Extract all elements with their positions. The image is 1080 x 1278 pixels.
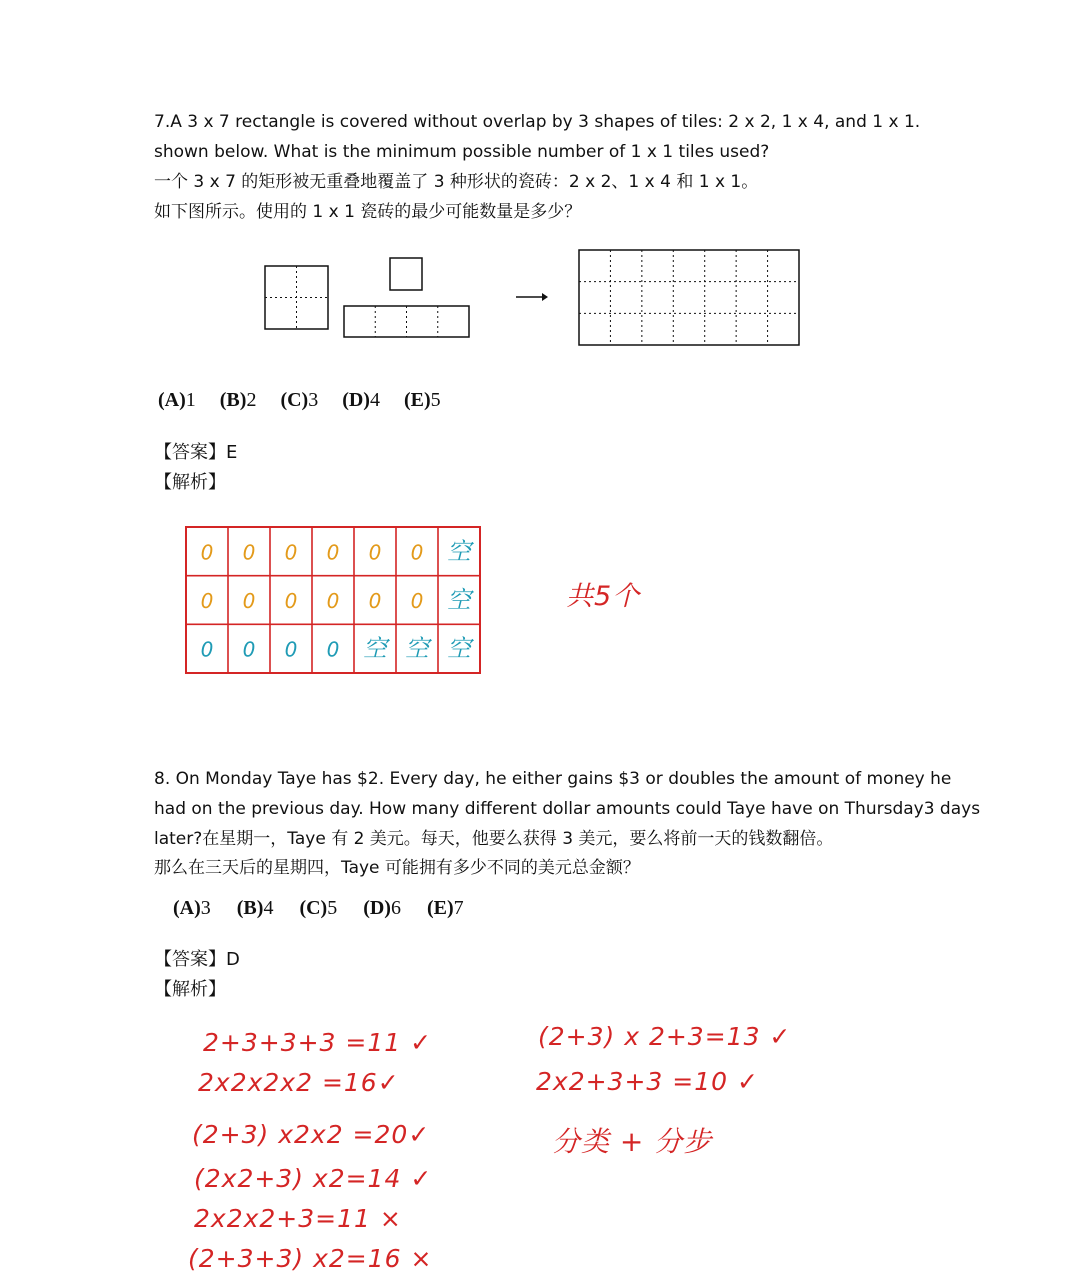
grid-cell-mark: 空 <box>405 634 429 663</box>
grid-cell-mark: 空 <box>447 586 471 614</box>
grid-cell-mark: 空 <box>447 537 471 566</box>
q8-work-left-4: (2x2+3) x2=14 ✓ <box>194 1164 433 1193</box>
choice-letter: (D) <box>342 389 370 411</box>
choice-value: 7 <box>453 897 464 919</box>
q8-text-line-4: 那么在三天后的星期四，Taye 可能拥有多少不同的美元总金额？ <box>154 858 640 878</box>
tile-2x2 <box>265 266 328 329</box>
choice-letter: (E) <box>403 389 431 411</box>
tile-1x1 <box>390 258 422 290</box>
q7-chinese-line-2: 如下图所示。使用的 1 x 1 瓷砖的最少可能数量是多少？ <box>154 202 582 222</box>
choice-value: 4 <box>369 389 380 411</box>
q7-handwritten-note: 共5个 <box>566 581 641 612</box>
grid-cell-mark: 0 <box>410 589 424 613</box>
grid-cell-mark: 0 <box>242 637 256 662</box>
q7-choice-a <box>158 389 196 412</box>
choice-letter: (D) <box>363 897 391 919</box>
choice-letter: (B) <box>236 897 264 919</box>
grid-cell-mark: 空 <box>363 634 387 663</box>
q7-choice-b <box>220 389 257 412</box>
choice-letter: (A) <box>158 389 186 411</box>
tile-1x4 <box>344 306 469 337</box>
grid-cell-mark: 0 <box>200 540 214 565</box>
q8-text-line-2: had on the previous day. How many different dollar amounts could Taye have on Thursday3 days <box>154 799 981 819</box>
q8-choice-b <box>237 897 274 920</box>
q7-solution-grid <box>185 526 481 674</box>
arrow-right-icon <box>516 293 548 301</box>
grid-cell-mark: 0 <box>368 540 382 565</box>
grid-cell-mark: 0 <box>200 637 214 662</box>
choice-value: 4 <box>263 897 274 919</box>
q7-english-line-2: shown below. What is the minimum possible number of 1 x 1 tiles used? <box>154 142 770 162</box>
q8-text-line-1: 8. On Monday Taye has $2. Every day, he either gains $3 or doubles the amount of money he <box>154 769 952 789</box>
q7-choice-c <box>280 389 318 412</box>
choice-value: 5 <box>430 389 441 411</box>
choice-letter: (C) <box>280 389 309 411</box>
q7-answer-choices <box>158 389 465 412</box>
grid-cell-mark: 0 <box>326 589 340 613</box>
q8-work-left-5: 2x2x2+3=11 × <box>194 1204 402 1233</box>
q8-work-left-3: (2+3) x2x2 =20✓ <box>192 1120 431 1149</box>
q7-english-line-1: 7.A 3 x 7 rectangle is covered without overlap by 3 shapes of tiles: 2 x 2, 1 x 4, and 1 x 1. <box>154 112 921 132</box>
q8-analysis-label: 【解析】 <box>154 979 226 1000</box>
q8-work-right-2: 2x2+3+3 =10 ✓ <box>536 1067 759 1096</box>
q7-analysis-label: 【解析】 <box>154 472 226 493</box>
grid-cell-mark: 0 <box>410 540 424 565</box>
choice-letter: (A) <box>173 897 201 919</box>
grid-cell-mark: 0 <box>326 540 340 565</box>
choice-value: 5 <box>327 897 338 919</box>
grid-cell-mark: 空 <box>447 634 471 663</box>
q8-choice-c <box>299 897 337 920</box>
q8-work-right-1: (2+3) x 2+3=13 ✓ <box>538 1022 792 1051</box>
q8-choice-d <box>363 897 401 920</box>
grid-cell-mark: 0 <box>368 589 382 613</box>
q7-choice-d <box>342 389 380 412</box>
q8-answer-label: 【答案】D <box>154 949 240 970</box>
choice-value: 2 <box>246 389 257 411</box>
q8-work-left-1: 2+3+3+3 =11 ✓ <box>203 1028 433 1057</box>
grid-cell-mark: 0 <box>242 540 256 565</box>
q7-chinese-line-1: 一个 3 x 7 的矩形被无重叠地覆盖了 3 种形状的瓷砖：2 x 2、1 x 4 和 1 x 1。 <box>154 172 759 192</box>
grid-cell-mark: 0 <box>200 589 214 613</box>
choice-value: 3 <box>308 389 319 411</box>
grid-cell-mark: 0 <box>284 637 298 662</box>
q7-tile-figure <box>250 240 820 360</box>
choice-letter: (C) <box>299 897 328 919</box>
q8-choice-e <box>427 897 464 920</box>
grid-cell-mark: 0 <box>242 589 256 613</box>
q8-work-left-6: (2+3+3) x2=16 × <box>188 1244 433 1273</box>
choice-letter: (E) <box>426 897 454 919</box>
q7-answer-label: 【答案】E <box>154 442 238 463</box>
q8-answer-choices <box>173 897 490 920</box>
q8-text-line-3: later?在星期一，Taye 有 2 美元。每天，他要么获得 3 美元，要么将前一天的钱数翻倍。 <box>154 829 834 849</box>
q7-choice-e <box>404 389 441 412</box>
grid-cell-mark: 0 <box>284 540 298 565</box>
choice-value: 6 <box>390 897 401 919</box>
grid-cell-mark: 0 <box>326 637 340 662</box>
grid-cell-mark: 0 <box>284 589 298 613</box>
q8-work-right-3: 分类 + 分步 <box>552 1125 713 1158</box>
choice-value: 3 <box>200 897 211 919</box>
choice-value: 1 <box>185 389 196 411</box>
q8-choice-a <box>173 897 211 920</box>
choice-letter: (B) <box>219 389 247 411</box>
rectangle-3x7 <box>579 250 799 345</box>
q8-work-left-2: 2x2x2x2 =16✓ <box>198 1068 400 1097</box>
